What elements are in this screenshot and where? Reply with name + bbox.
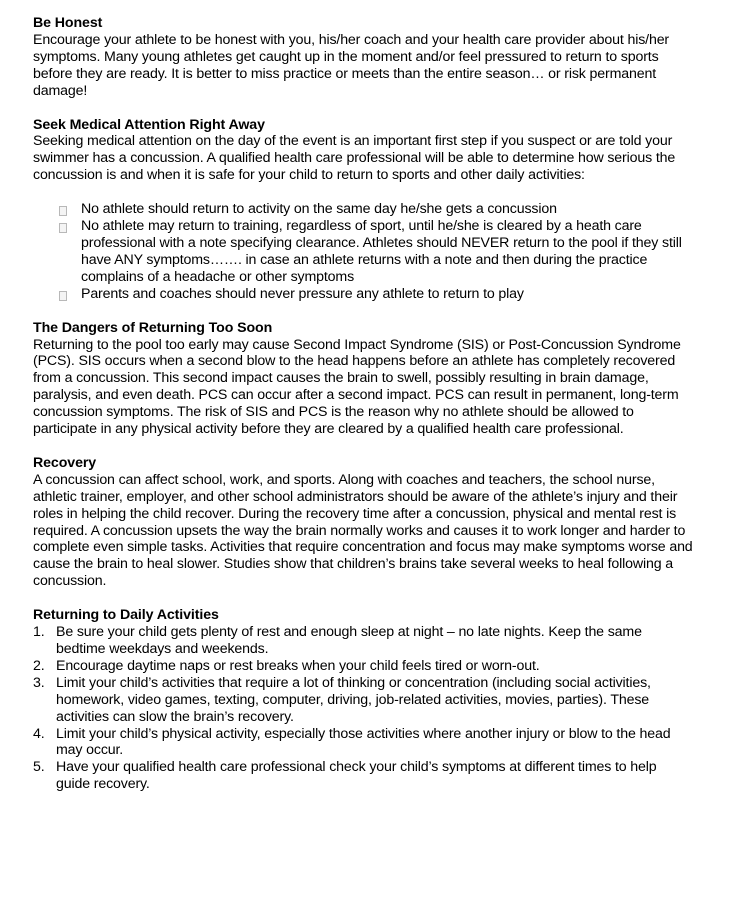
list-item-text: No athlete should return to activity on the same day he/she gets a concussion: [81, 201, 557, 218]
list-item: [57, 218, 694, 286]
section-heading: Seek Medical Attention Right Away: [33, 116, 265, 133]
section-body: Seeking medical attention on the day of the event is an important first step if you suspect or are told your swimmer has a concussion. A qualified health care professional will be able to determine how serious the concussion is and when it is safe for your child to return to sports and other daily activities:: [33, 133, 676, 184]
list-item: [57, 201, 694, 218]
section-heading: Returning to Daily Activities: [33, 607, 219, 624]
section-recovery: [33, 455, 694, 590]
section-returning-daily-activities: [33, 607, 694, 793]
list-item: [57, 286, 694, 303]
checkbox-square-icon: [59, 291, 67, 301]
section-be-honest: [33, 15, 694, 100]
list-item: [33, 658, 694, 675]
list-item-text: No athlete may return to training, regardless of sport, until he/she is cleared by a heath care professional with a note specifying clearance. Athletes should NEVER return to the pool if they still have ANY symptoms……. in case an athlete returns with a note and then during the practice complains of a headache or other symptoms: [81, 218, 682, 285]
list-item-text: Encourage daytime naps or rest breaks when your child feels tired or worn-out.: [56, 657, 540, 674]
bullet-list: [33, 201, 694, 302]
section-body: Returning to the pool too early may cause Second Impact Syndrome (SIS) or Post-Concussion Syndrome (PCS). SIS occurs when a second blow to the head happens before an athlete has completely recovered from a concussion. This second impact causes the brain to swell, possibly resulting in brain damage, paralysis, and even death. PCS can occur after a second impact. PCS can result in permanent, long-term concussion symptoms. The risk of SIS and PCS is the reason why no athlete should be allowed to participate in any physical activity before they are cleared by a qualified health care professional.: [33, 336, 681, 438]
checkbox-square-icon: [59, 206, 67, 216]
numbered-list: [33, 624, 694, 793]
checkbox-square-icon: [59, 223, 67, 233]
list-item: [33, 624, 694, 658]
list-number: 3.: [33, 674, 45, 691]
section-body: Encourage your athlete to be honest with you, his/her coach and your health care provider about his/her symptoms. Many young athletes get caught up in the moment and/or feel pressured to return to sports before they are ready. It is better to miss practice or meets than the entire season… or risk permanent damage!: [33, 31, 670, 99]
section-heading: The Dangers of Returning Too Soon: [33, 319, 273, 336]
list-item: [33, 759, 694, 793]
section-heading: Be Honest: [33, 15, 103, 31]
list-item: [33, 726, 694, 760]
list-item-text: Limit your child’s physical activity, especially those activities where another injury or blow to the head may occur.: [56, 725, 671, 759]
list-number: 2.: [33, 657, 45, 674]
list-item-text: Limit your child’s activities that require a lot of thinking or concentration (including social activities, homework, video games, texting, computer, driving, job-related activities, movies, parties). These activities can slow the brain’s recovery.: [56, 674, 651, 725]
section-body: A concussion can affect school, work, and sports. Along with coaches and teachers, the school nurse, athletic trainer, employer, and other school administrators should be aware of the athlete’s injury and their roles in helping the child recover. During the recovery time after a concussion, physical and mental rest is required. A concussion upsets the way the brain normally works and causes it to work longer and harder to complete even simple tasks. Activities that require concentration and focus may make symptoms worse and cause the brain to heal slower. Studies show that children’s brains take several weeks to heal following a concussion.: [33, 471, 693, 590]
list-number: 5.: [33, 759, 45, 776]
section-dangers-returning-too-soon: [33, 320, 694, 438]
section-heading: Recovery: [33, 454, 97, 471]
list-item-text: Be sure your child gets plenty of rest and enough sleep at night – no late nights. Keep the same bedtime weekdays and weekends.: [56, 624, 642, 657]
list-number: 4.: [33, 725, 45, 742]
list-number: 1.: [33, 624, 45, 641]
list-item-text: Parents and coaches should never pressure any athlete to return to play: [81, 285, 524, 302]
list-item-text: Have your qualified health care professional check your child’s symptoms at different times to help guide recovery.: [56, 759, 657, 793]
list-item: [33, 675, 694, 726]
section-seek-medical-attention: [33, 117, 694, 303]
